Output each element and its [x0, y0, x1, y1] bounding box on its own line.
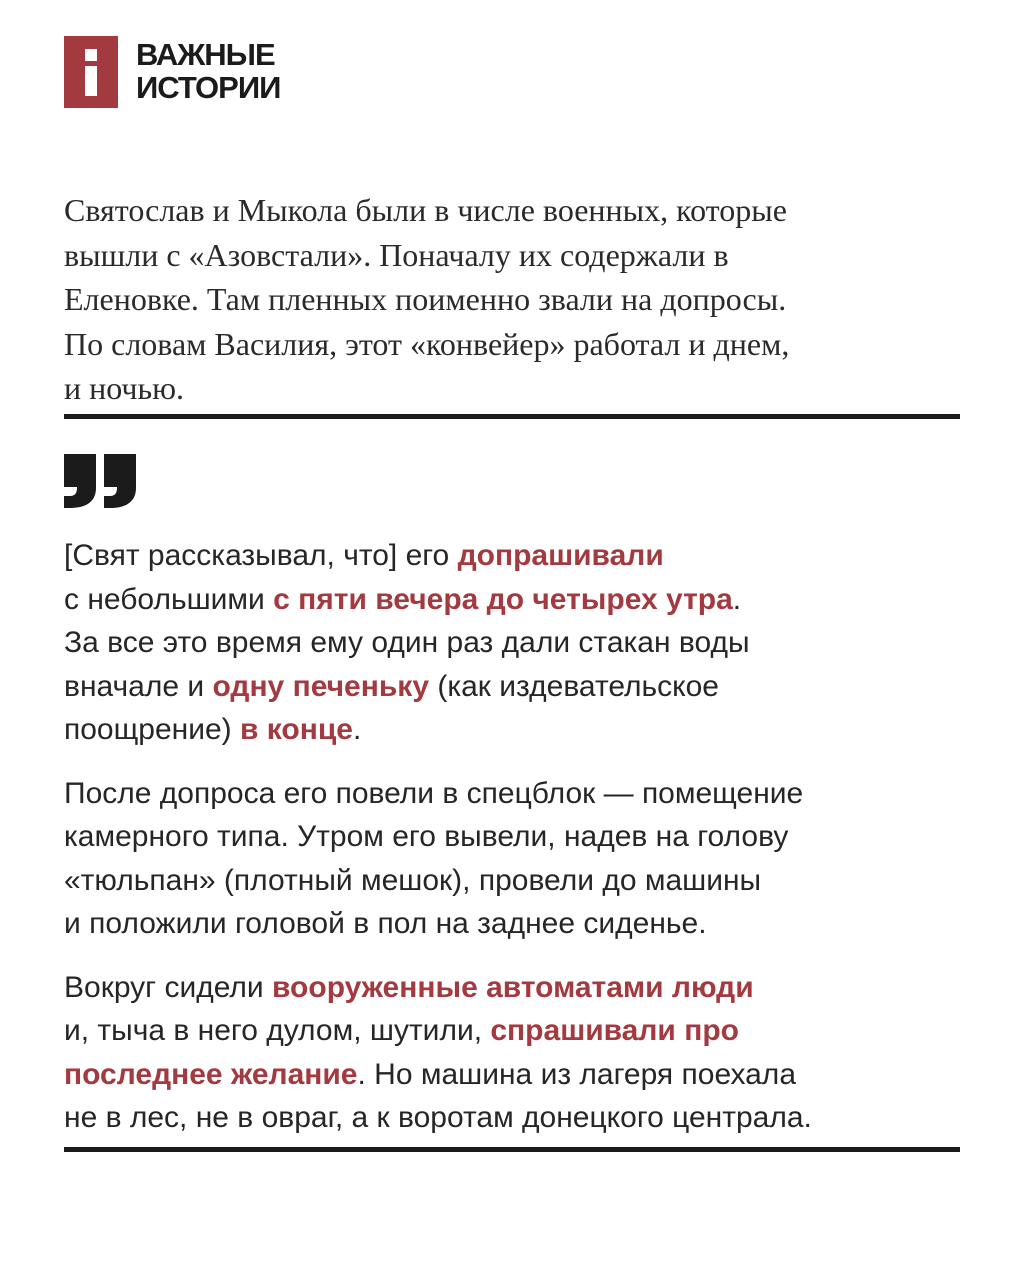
quote-text: . Но машина из лагеря поехала	[357, 1057, 797, 1091]
intro-line: Еленовке. Там пленных поименно звали на допросы.	[64, 281, 787, 317]
quote-text: поощрение)	[64, 713, 241, 746]
divider-top	[64, 414, 960, 419]
brand-name-line2: ИСТОРИИ	[136, 70, 281, 105]
quote-text: камерного типа. Утром его вывели, надев на голову	[64, 820, 789, 853]
divider-bottom	[64, 1147, 960, 1152]
highlight: одну печеньку	[212, 669, 430, 703]
quote-text: не в лес, не в овраг, а к воротам донецкого централа.	[64, 1101, 812, 1134]
quote-paragraph-3	[64, 966, 964, 1140]
highlight: спрашивали про	[490, 1014, 739, 1047]
intro-line: вышли с «Азовстали». Поначалу их содержали в	[64, 236, 729, 273]
quote-text: Вокруг сидели	[64, 970, 272, 1004]
quote-paragraph-2	[64, 772, 964, 946]
highlight: последнее желание	[64, 1057, 358, 1091]
quote-paragraph-1	[64, 534, 964, 752]
quote-text: и положили головой в пол на заднее сиденье.	[64, 907, 707, 940]
quote-text: За все это время ему один раз дали стакан воды	[64, 626, 750, 659]
intro-line: и ночью.	[64, 370, 185, 406]
quote-text: .	[732, 582, 742, 616]
highlight: вооруженные автоматами люди	[272, 970, 754, 1004]
intro-line: По словам Василия, этот «конвейер» работал и днем,	[64, 325, 790, 362]
highlight: с пяти вечера до четырех утра	[273, 582, 733, 616]
brand-name-line1: ВАЖНЫЕ	[136, 37, 275, 72]
quote-text: с небольшими	[64, 582, 274, 616]
quote-block	[64, 534, 964, 1160]
quote-text: «тюльпан» (плотный мешок), провели до машины	[64, 863, 762, 897]
brand-name	[136, 38, 280, 104]
quote-text: и, тыча в него дулом, шутили,	[64, 1014, 491, 1047]
quotation-mark-icon	[62, 452, 140, 510]
quote-text: После допроса его повели в спецблок — помещение	[64, 776, 804, 810]
brand-logo	[64, 36, 280, 108]
highlight: в конце	[240, 713, 353, 746]
quote-text: (как издевательское	[429, 669, 719, 703]
intro-line: Святослав и Мыкола были в числе военных, которые	[64, 192, 787, 228]
highlight: допрашивали	[457, 539, 664, 572]
quote-text: [Свят рассказывал, что] его	[64, 539, 458, 572]
quote-text: .	[352, 713, 362, 746]
info-mark-icon	[64, 36, 118, 108]
quote-text: вначале и	[64, 669, 213, 703]
intro-paragraph	[64, 188, 974, 411]
